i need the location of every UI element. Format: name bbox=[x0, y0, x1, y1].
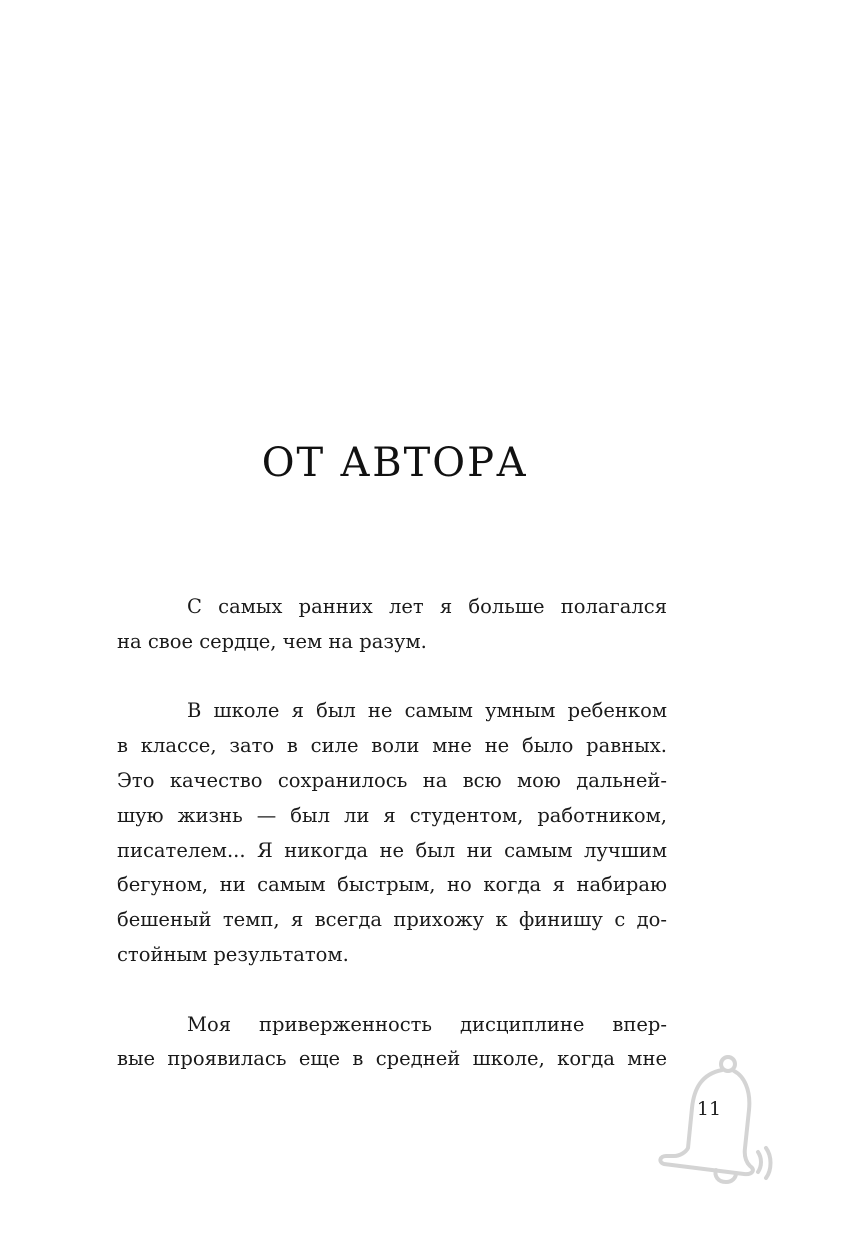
text-line: С самых ранних лет я больше полагался bbox=[187, 595, 667, 618]
text-line: Это качество сохранилось на всю мою дальней- bbox=[117, 768, 667, 792]
text-line: на свое сердце, чем на разум. bbox=[117, 629, 427, 653]
text-line: бешеный темп, я всегда прихожу к финишу с до- bbox=[117, 908, 667, 932]
text-line: в классе, зато в силе воли мне не было равных. bbox=[117, 734, 667, 758]
text-line: В школе я был не самым умным ребенком bbox=[187, 699, 667, 723]
text-line: Моя приверженность дисциплине впер- bbox=[187, 1012, 667, 1036]
body-text bbox=[117, 590, 667, 1112]
text-line: шую жизнь — был ли я студентом, работником, bbox=[117, 803, 667, 827]
text-line: бегуном, ни самым быстрым, но когда я набираю bbox=[117, 873, 667, 897]
bell-icon bbox=[652, 1052, 782, 1192]
text-line: стойным результатом. bbox=[117, 942, 349, 966]
chapter-title: ОТ АВТОРА bbox=[261, 440, 529, 486]
paragraph-3 bbox=[117, 1008, 667, 1078]
text-line: вые проявилась еще в средней школе, когда мне bbox=[117, 1047, 667, 1071]
page-number: 11 bbox=[696, 1098, 722, 1120]
text-line: писателем... Я никогда не был ни самым лучшим bbox=[117, 838, 667, 862]
paragraph-2 bbox=[117, 694, 667, 972]
paragraph-1 bbox=[117, 590, 667, 660]
